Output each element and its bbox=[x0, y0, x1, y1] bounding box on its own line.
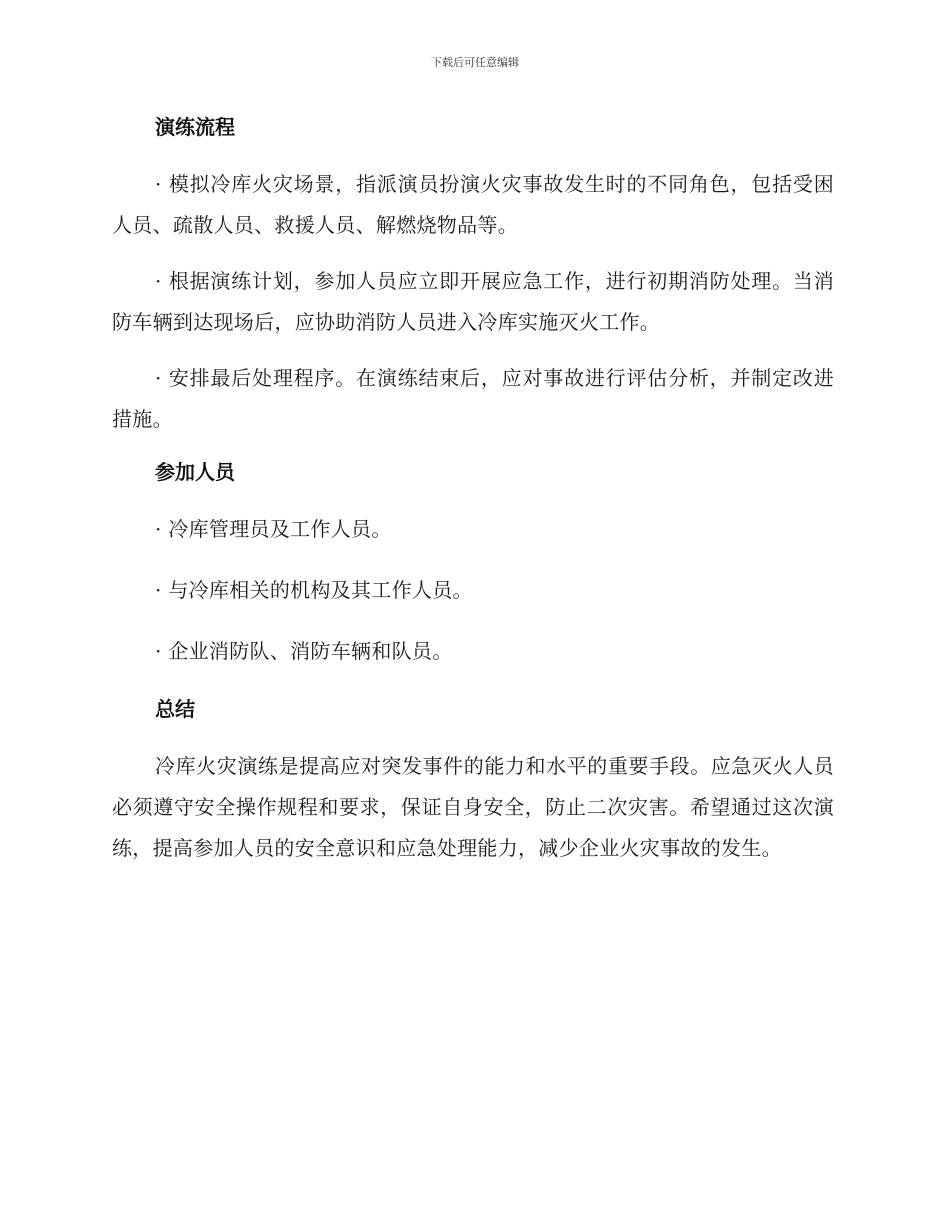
document-body bbox=[112, 110, 834, 884]
section-heading-participants: 参加人员 bbox=[155, 460, 235, 484]
paragraph-participant-3: · 企业消防队、消防车辆和队员。 bbox=[155, 639, 453, 663]
paragraph-drill-step-2: · 根据演练计划，参加人员应立即开展应急工作，进行初期消防处理。当消防车辆到达现场后，应协助消防人员进入冷库实施灭火工作。 bbox=[112, 269, 834, 334]
paragraph-drill-step-1: · 模拟冷库火灾场景，指派演员扮演火灾事故发生时的不同角色，包括受困人员、疏散人员、救援人员、解燃烧物品等。 bbox=[112, 172, 834, 237]
paragraph-participant-1: · 冷库管理员及工作人员。 bbox=[155, 517, 392, 541]
header-note: 下载后可任意编辑 bbox=[431, 56, 519, 69]
paragraph-drill-step-3: · 安排最后处理程序。在演练结束后，应对事故进行评估分析，并制定改进措施。 bbox=[112, 366, 834, 431]
paragraph-participant-2: · 与冷库相关的机构及其工作人员。 bbox=[155, 578, 473, 602]
paragraph-summary: 冷库火灾演练是提高应对突发事件的能力和水平的重要手段。应急灭火人员必须遵守安全操作规程和要求，保证自身安全，防止二次灾害。希望通过这次演练，提高参加人员的安全意识和应急处理能力，减少企业火灾事故的发生。 bbox=[112, 754, 834, 860]
section-heading-drill-process: 演练流程 bbox=[155, 115, 235, 139]
section-heading-summary: 总结 bbox=[155, 697, 195, 721]
